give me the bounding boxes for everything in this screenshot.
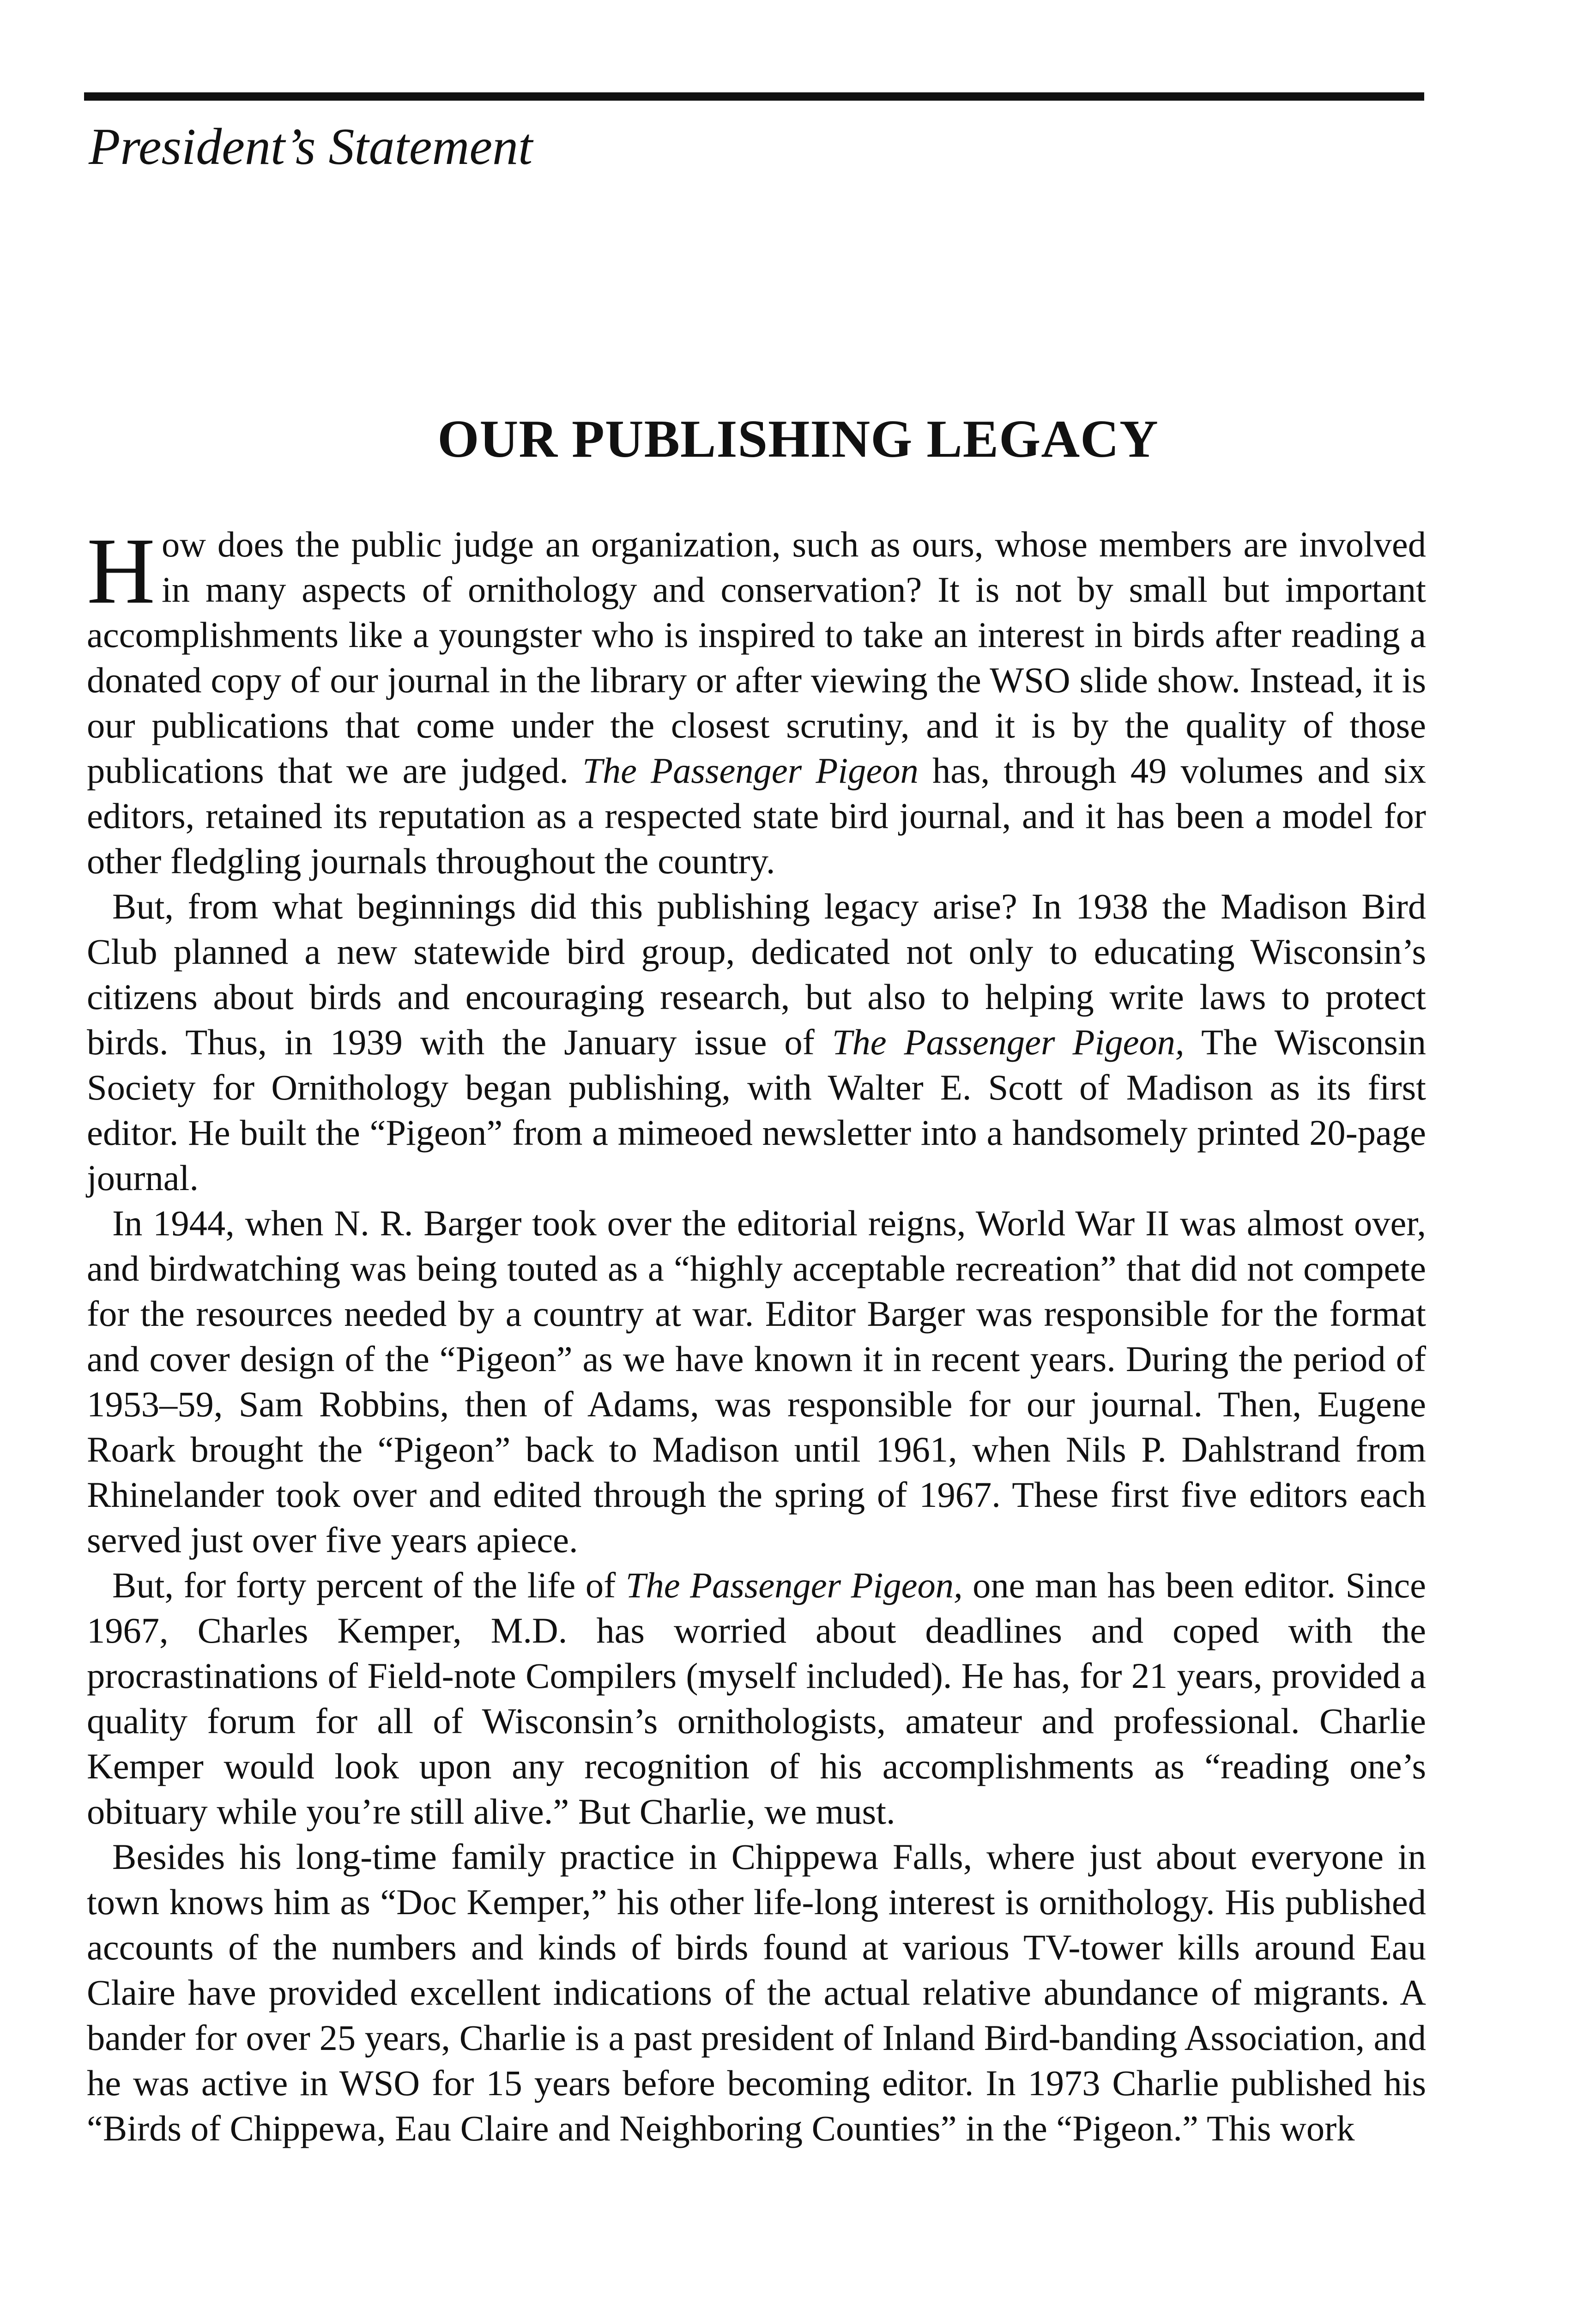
paragraph-4-text-b: one man has been editor. Since 1967, Charles Kemper, M.D. has worried about deadlines and coped with the procrastinations of Field-note Compilers (myself included). He has, for 21 years, provided a quality forum for all of Wisconsin’s ornithologists, amateur and professional. Charlie Kemper would look upon any recognition of his accomplishments as “reading one’s obituary while you’re still alive.” But Charlie, we must. (87, 1565, 1427, 1831)
paragraph-2-text-a: But, from what beginnings did this publishing legacy arise? In 1938 the Madison Bird Club planned a new statewide bird group, dedicated not only to educating Wisconsin’s citizens about birds and encouraging research, but also to helping write laws to protect birds. Thus, in 1939 with the January issue of (87, 886, 1426, 1062)
paragraph-1-text-a: ow does the public judge an organization, such as ours, whose members are involved in many aspects of ornithology and conservation? It is not by small but important accomplishments like a youngster who is inspired to take an interest in birds after reading a donated copy of our journal in the library or after viewing the WSO slide show. Instead, it is our publications that come under the closest scrutiny, and it is by the quality of those publications that we are judged. (87, 524, 1426, 791)
paragraph-5: Besides his long-time family practice in Chippewa Falls, where just about everyone in town knows him as “Doc Kemper,” his other life-long interest is ornithology. His published accounts of the numbers and kinds of birds found at various TV-tower kills around Eau Claire have provided excellent indications of the actual relative abundance of migrants. A bander for over 25 years, Charlie is a past president of Inland Bird-banding Association, and he was active in WSO for 15 years before becoming editor. In 1973 Charlie published his “Birds of Chippewa, Eau Claire and Neighboring Counties” in the “Pigeon.” This work (87, 1837, 1426, 2148)
paragraph-4 (87, 1563, 1426, 1834)
paragraph-4-text-a: But, for forty percent of the life of (112, 1565, 626, 1605)
journal-title: The Passenger Pigeon, (832, 1022, 1185, 1062)
header-rule (84, 92, 1424, 101)
journal-title: The Passenger Pigeon, (625, 1565, 963, 1605)
paragraph-2 (87, 884, 1426, 1201)
paragraph-3: In 1944, when N. R. Barger took over the editorial reigns, World War II was almost over, and birdwatching was being touted as a “highly acceptable recreation” that did not compete for the resources needed by a country at war. Editor Barger was responsible for the format and cover design of the “Pigeon” as we have known it in recent years. During the period of 1953–59, Sam Robbins, then of Adams, was responsible for our journal. Then, Eugene Roark brought the “Pigeon” back to Madison until 1961, when Nils P. Dahlstrand from Rhinelander took over and edited through the spring of 1967. These first five editors each served just over five years apiece. (87, 1203, 1426, 1560)
article-title: OUR PUBLISHING LEGACY (437, 409, 1159, 469)
paragraph-2-text-b: The Wisconsin Society for Ornithology began publishing, with Walter E. Scott of Madison as its first editor. He built the “Pigeon” from a mimeoed newsletter into a handsomely printed 20-page journal. (87, 1022, 1426, 1198)
section-label: President’s Statement (89, 118, 533, 175)
article-body (87, 519, 1427, 2151)
paragraph-1-text-b: has, through 49 volumes and six editors, retained its reputation as a respected state bird journal, and it has been a model for other fledgling journals throughout the country. (87, 750, 1426, 881)
journal-title: The Passenger Pigeon (582, 750, 919, 791)
paragraph-1 (87, 519, 1426, 884)
drop-cap: H (87, 519, 156, 623)
